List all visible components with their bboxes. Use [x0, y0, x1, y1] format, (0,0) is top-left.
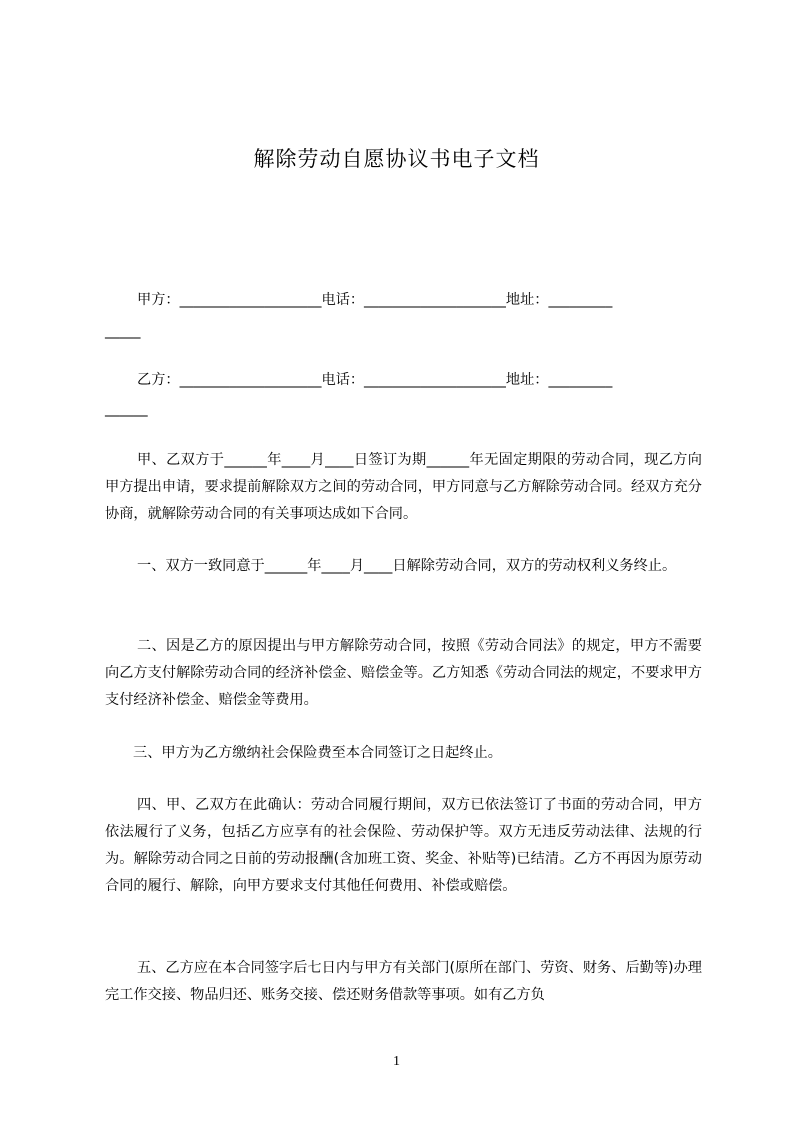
party-b-line-continued: ______ [105, 401, 148, 417]
intro-paragraph: 甲、乙双方于______年____月____日签订为期______年无固定期限的劳动合同，现乙方向甲方提出申请，要求提前解除双方之间的劳动合同，甲方同意与乙方解除劳动合同。经双方充分协商，就解除劳动合同的有关事项达成如下合同。 [105, 452, 702, 522]
party-a-line-continued: _____ [105, 323, 141, 339]
page-number: 1 [393, 1054, 400, 1069]
clause-5: 五、乙方应在本合同签字后七日内与甲方有关部门(原所在部门、劳资、财务、后勤等)办理完工作交接、物品归还、账务交接、偿还财务借款等事项。如有乙方负 [105, 960, 702, 1003]
party-a-line: 甲方：____________________电话：____________________地址：_________ [137, 292, 613, 308]
clause-1: 一、双方一致同意于______年____月____日解除劳动合同，双方的劳动权利义务终止。 [137, 558, 677, 574]
clause-3: 三、甲方为乙方缴纳社会保险费至本合同签订之日起终止。 [133, 745, 502, 761]
clause-2: 二、因是乙方的原因提出与甲方解除劳动合同，按照《劳动合同法》的规定，甲方不需要向乙方支付解除劳动合同的经济补偿金、赔偿金等。乙方知悉《劳动合同法的规定，不要求甲方支付经济补偿金、赔偿金等费用。 [105, 638, 702, 708]
document-title: 解除劳动自愿协议书电子文档 [253, 147, 540, 171]
clause-4: 四、甲、乙双方在此确认：劳动合同履行期间，双方已依法签订了书面的劳动合同，甲方依法履行了义务，包括乙方应享有的社会保险、劳动保护等。双方无违反劳动法律、法规的行为。解除劳动合同之日前的劳动报酬(含加班工资、奖金、补贴等)已结清。乙方不再因为原劳动合同的履行、解除，向甲方要求支付其他任何费用、补偿或赔偿。 [105, 797, 702, 894]
party-b-line: 乙方：____________________电话：____________________地址：_________ [137, 372, 613, 388]
